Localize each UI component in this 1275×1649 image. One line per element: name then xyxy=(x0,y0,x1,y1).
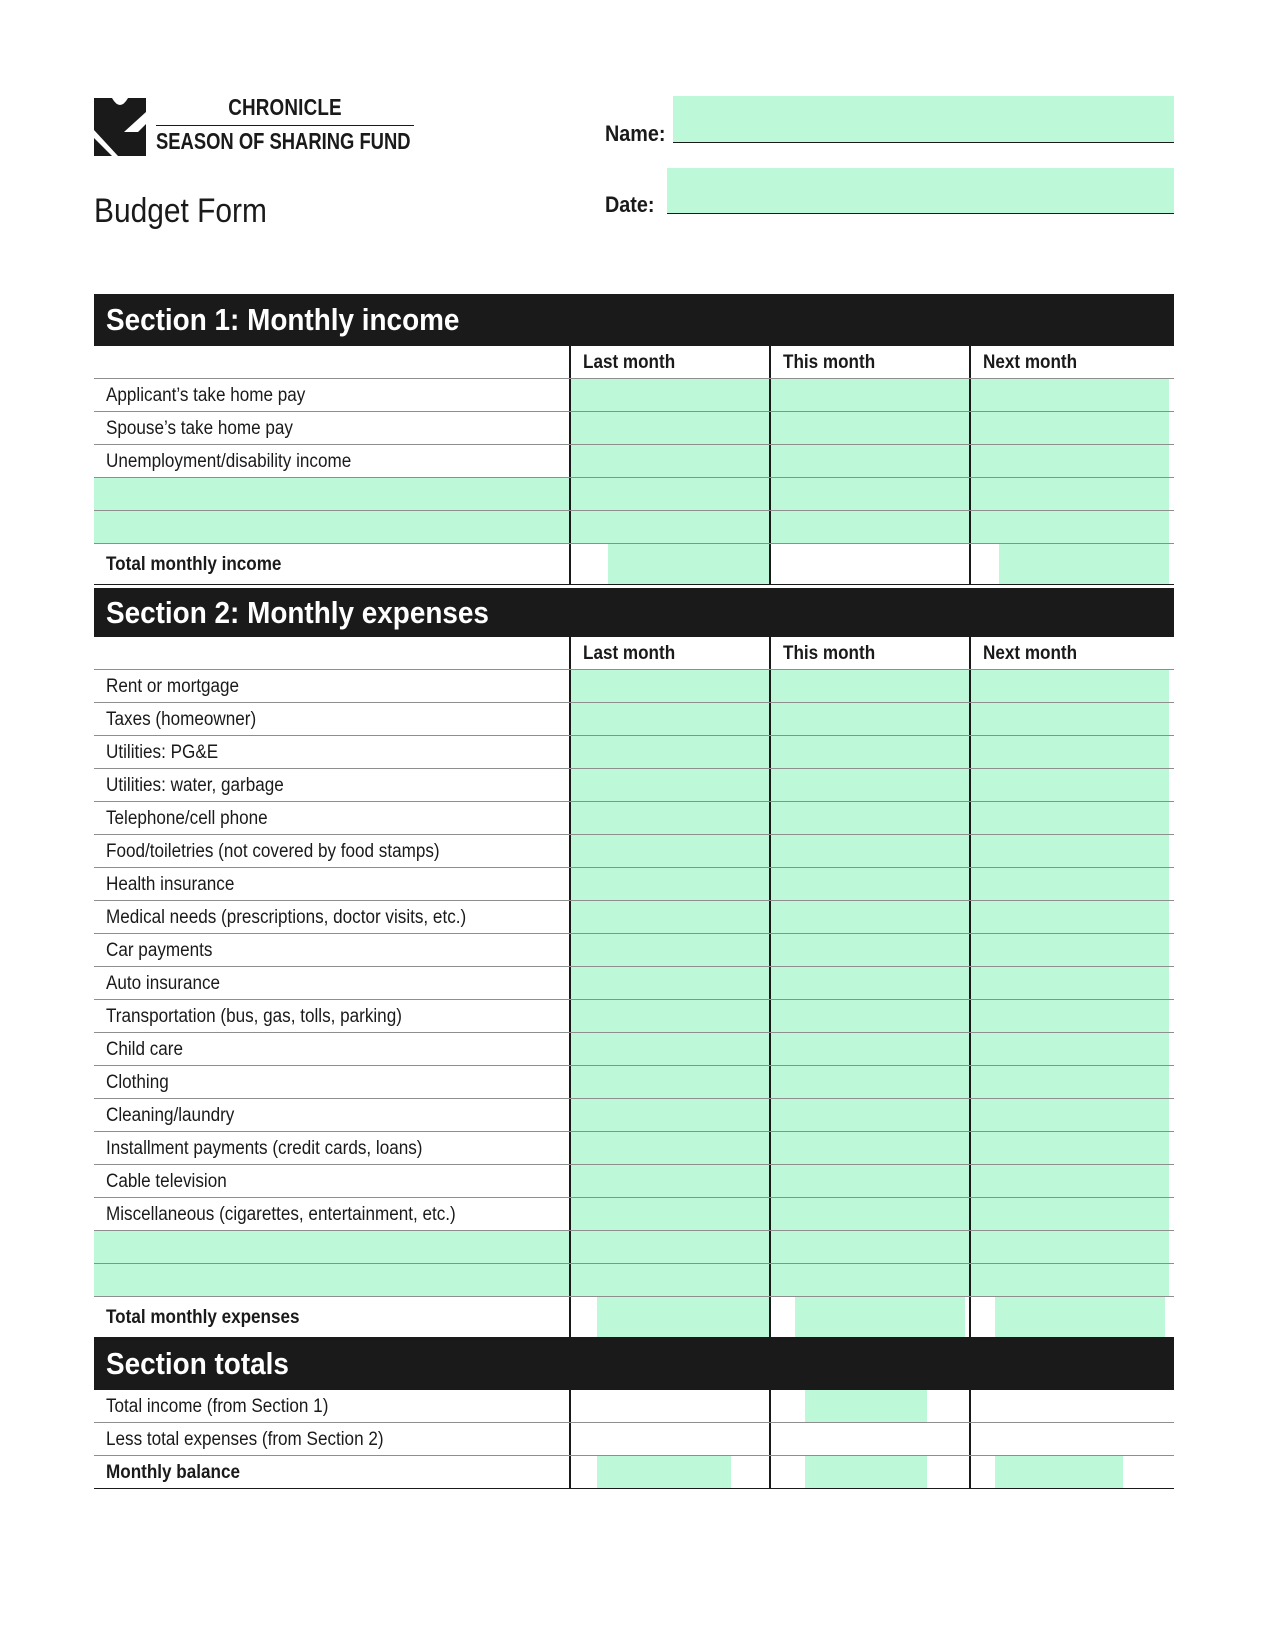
expense-column-headers xyxy=(94,637,1174,670)
expense-row xyxy=(94,1198,1174,1231)
page-title: Budget Form xyxy=(94,192,267,230)
totals-expenses-row xyxy=(94,1423,1174,1456)
expense-row xyxy=(94,1165,1174,1198)
last-month-input[interactable] xyxy=(569,802,769,834)
next-month-input[interactable] xyxy=(969,769,1169,801)
expense-row xyxy=(94,1000,1174,1033)
last-month-input[interactable] xyxy=(569,412,769,444)
expense-row xyxy=(94,1066,1174,1099)
this-month-input[interactable] xyxy=(769,703,969,735)
balance-this-month-input[interactable] xyxy=(805,1456,927,1488)
totals-income-row xyxy=(94,1390,1174,1423)
balance-next-month-input[interactable] xyxy=(995,1456,1123,1488)
col-next-month: Next month xyxy=(969,346,1169,378)
expense-row xyxy=(94,835,1174,868)
expense-row xyxy=(94,934,1174,967)
next-month-input[interactable] xyxy=(969,802,1169,834)
this-month-input[interactable] xyxy=(769,1066,969,1098)
next-month-input[interactable] xyxy=(969,1198,1169,1230)
this-month-input[interactable] xyxy=(769,670,969,702)
expense-row xyxy=(94,1099,1174,1132)
row-label: Spouse’s take home pay xyxy=(106,418,293,439)
last-month-input[interactable] xyxy=(569,478,769,510)
expense-row xyxy=(94,670,1174,703)
next-month-input[interactable] xyxy=(969,1099,1169,1131)
this-month-input[interactable] xyxy=(769,901,969,933)
last-month-input[interactable] xyxy=(569,1165,769,1197)
date-label: Date: xyxy=(605,192,655,217)
total-last-month xyxy=(569,544,769,584)
name-field[interactable] xyxy=(673,96,1174,143)
custom-label-input[interactable] xyxy=(94,1231,569,1263)
monthly-balance-row xyxy=(94,1456,1174,1489)
row-label: Utilities: PG&E xyxy=(106,742,219,763)
next-month-input[interactable] xyxy=(969,478,1169,510)
last-month-input[interactable] xyxy=(569,1066,769,1098)
logo-text-chronicle: CHRONICLE xyxy=(228,94,342,120)
income-row-blank xyxy=(94,511,1174,544)
income-total-row xyxy=(94,544,1174,585)
custom-label-input[interactable] xyxy=(94,511,569,543)
next-month-input[interactable] xyxy=(969,736,1169,768)
expense-row xyxy=(94,769,1174,802)
row-label: Auto insurance xyxy=(106,973,221,994)
total-this-month xyxy=(769,544,969,584)
row-label: Rent or mortgage xyxy=(106,676,240,697)
expenses-next-month xyxy=(969,1423,1169,1455)
expense-row xyxy=(94,736,1174,769)
income-column-headers xyxy=(94,346,1174,379)
this-month-input[interactable] xyxy=(769,802,969,834)
this-month-input[interactable] xyxy=(769,736,969,768)
total-next-month xyxy=(969,544,1169,584)
total-last-month-input[interactable] xyxy=(608,544,769,584)
expense-total-row xyxy=(94,1297,1174,1338)
this-month-input[interactable] xyxy=(769,379,969,411)
heart-logo-icon xyxy=(94,98,146,156)
expense-row xyxy=(94,1132,1174,1165)
name-label: Name: xyxy=(605,121,666,146)
row-label: Applicant’s take home pay xyxy=(106,385,306,406)
this-month-input[interactable] xyxy=(769,934,969,966)
total-last-month xyxy=(569,1297,769,1337)
total-this-month xyxy=(769,1297,969,1337)
expenses-this-month xyxy=(769,1423,969,1455)
last-month-input[interactable] xyxy=(569,670,769,702)
totals-title: Section totals xyxy=(106,1346,289,1381)
logo-divider xyxy=(156,125,414,126)
last-month-input[interactable] xyxy=(569,1198,769,1230)
next-month-input[interactable] xyxy=(969,967,1169,999)
total-this-month-input[interactable] xyxy=(795,1297,965,1337)
last-month-input[interactable] xyxy=(569,934,769,966)
row-label: Health insurance xyxy=(106,874,235,895)
row-label: Unemployment/disability income xyxy=(106,451,352,472)
income-last-month xyxy=(569,1390,769,1422)
row-label: Cable television xyxy=(106,1171,227,1192)
expenses-last-month xyxy=(569,1423,769,1455)
total-next-month-input[interactable] xyxy=(999,544,1169,584)
this-month-input[interactable] xyxy=(769,1033,969,1065)
income-row xyxy=(94,379,1174,412)
header-spacer xyxy=(94,637,569,669)
next-month-input[interactable] xyxy=(969,901,1169,933)
next-month-input[interactable] xyxy=(969,1165,1169,1197)
row-label: Medical needs (prescriptions, doctor visits, etc.) xyxy=(106,907,467,928)
col-this-month: This month xyxy=(769,346,969,378)
last-month-input[interactable] xyxy=(569,1000,769,1032)
section2-title: Section 2: Monthly expenses xyxy=(106,595,489,630)
custom-label-input[interactable] xyxy=(94,1264,569,1296)
income-next-month xyxy=(969,1390,1169,1422)
monthly-balance-label: Monthly balance xyxy=(106,1462,240,1483)
total-last-month-input[interactable] xyxy=(597,1297,769,1337)
expense-row xyxy=(94,703,1174,736)
last-month-input[interactable] xyxy=(569,379,769,411)
next-month-input[interactable] xyxy=(969,835,1169,867)
this-month-input[interactable] xyxy=(769,511,969,543)
next-month-input[interactable] xyxy=(969,1000,1169,1032)
this-month-input[interactable] xyxy=(769,967,969,999)
expense-row-blank xyxy=(94,1231,1174,1264)
last-month-input[interactable] xyxy=(569,511,769,543)
this-month-input[interactable] xyxy=(769,835,969,867)
balance-last-month-input[interactable] xyxy=(597,1456,731,1488)
last-month-input[interactable] xyxy=(569,1132,769,1164)
this-month-input[interactable] xyxy=(769,1099,969,1131)
totals-title-bar xyxy=(94,1338,1174,1390)
balance-this-month xyxy=(769,1456,969,1488)
chronicle-logo xyxy=(94,94,424,158)
next-month-input[interactable] xyxy=(969,1033,1169,1065)
total-income-label: Total monthly income xyxy=(106,554,282,575)
this-month-input[interactable] xyxy=(769,769,969,801)
income-section xyxy=(94,294,1174,585)
next-month-input[interactable] xyxy=(969,703,1169,735)
next-month-input[interactable] xyxy=(969,445,1169,477)
next-month-input[interactable] xyxy=(969,1132,1169,1164)
section1-title-bar xyxy=(94,294,1174,346)
this-month-input[interactable] xyxy=(769,412,969,444)
last-month-input[interactable] xyxy=(569,736,769,768)
row-label: Utilities: water, garbage xyxy=(106,775,284,796)
col-last-month: Last month xyxy=(569,637,769,669)
row-label: Transportation (bus, gas, tolls, parking) xyxy=(106,1006,402,1027)
col-last-month: Last month xyxy=(569,346,769,378)
expense-rows xyxy=(94,670,1174,1231)
balance-next-month xyxy=(969,1456,1169,1488)
expenses-section xyxy=(94,588,1174,1338)
last-month-input[interactable] xyxy=(569,868,769,900)
row-label: Miscellaneous (cigarettes, entertainment, etc.) xyxy=(106,1204,456,1225)
header-spacer xyxy=(94,346,569,378)
row-label: Taxes (homeowner) xyxy=(106,709,257,730)
this-month-input[interactable] xyxy=(769,1000,969,1032)
last-month-input[interactable] xyxy=(569,703,769,735)
section2-title-bar xyxy=(94,588,1174,637)
total-next-month xyxy=(969,1297,1169,1337)
col-this-month: This month xyxy=(769,637,969,669)
total-income-from-s1-label: Total income (from Section 1) xyxy=(106,1396,329,1417)
this-month-input[interactable] xyxy=(769,1165,969,1197)
custom-label-input[interactable] xyxy=(94,478,569,510)
col-next-month: Next month xyxy=(969,637,1169,669)
last-month-input[interactable] xyxy=(569,1033,769,1065)
section1-title: Section 1: Monthly income xyxy=(106,302,460,337)
totals-section xyxy=(94,1338,1174,1489)
expense-row-blank xyxy=(94,1264,1174,1297)
row-label: Installment payments (credit cards, loans) xyxy=(106,1138,423,1159)
next-month-input[interactable] xyxy=(969,934,1169,966)
expense-row xyxy=(94,868,1174,901)
row-label: Telephone/cell phone xyxy=(106,808,268,829)
next-month-input[interactable] xyxy=(969,511,1169,543)
income-this-month xyxy=(769,1390,969,1422)
expense-row xyxy=(94,1033,1174,1066)
row-label: Car payments xyxy=(106,940,213,961)
income-row xyxy=(94,412,1174,445)
this-month-input[interactable] xyxy=(769,478,969,510)
next-month-input[interactable] xyxy=(969,412,1169,444)
this-month-input[interactable] xyxy=(769,868,969,900)
income-row xyxy=(94,445,1174,478)
next-month-input[interactable] xyxy=(969,670,1169,702)
date-field[interactable] xyxy=(667,168,1174,214)
last-month-input[interactable] xyxy=(569,1264,769,1296)
this-month-input[interactable] xyxy=(769,1231,969,1263)
this-month-input[interactable] xyxy=(769,1132,969,1164)
last-month-input[interactable] xyxy=(569,445,769,477)
logo-text-fund: SEASON OF SHARING FUND xyxy=(156,128,411,154)
this-month-input[interactable] xyxy=(769,1198,969,1230)
total-expenses-from-s2-label: Less total expenses (from Section 2) xyxy=(106,1429,384,1450)
this-month-input[interactable] xyxy=(769,1264,969,1296)
total-expenses-label: Total monthly expenses xyxy=(106,1307,300,1328)
last-month-input[interactable] xyxy=(569,1231,769,1263)
this-month-input[interactable] xyxy=(769,445,969,477)
income-this-month-input[interactable] xyxy=(805,1390,927,1422)
next-month-input[interactable] xyxy=(969,1231,1169,1263)
next-month-input[interactable] xyxy=(969,1264,1169,1296)
expense-row xyxy=(94,802,1174,835)
last-month-input[interactable] xyxy=(569,967,769,999)
next-month-input[interactable] xyxy=(969,868,1169,900)
total-next-month-input[interactable] xyxy=(995,1297,1165,1337)
last-month-input[interactable] xyxy=(569,769,769,801)
row-label: Cleaning/laundry xyxy=(106,1105,235,1126)
balance-last-month xyxy=(569,1456,769,1488)
expense-row xyxy=(94,901,1174,934)
next-month-input[interactable] xyxy=(969,379,1169,411)
row-label: Child care xyxy=(106,1039,183,1060)
row-label: Food/toiletries (not covered by food stamps) xyxy=(106,841,440,862)
expense-row xyxy=(94,967,1174,1000)
last-month-input[interactable] xyxy=(569,1099,769,1131)
next-month-input[interactable] xyxy=(969,1066,1169,1098)
last-month-input[interactable] xyxy=(569,901,769,933)
row-label: Clothing xyxy=(106,1072,169,1093)
last-month-input[interactable] xyxy=(569,835,769,867)
income-row-blank xyxy=(94,478,1174,511)
